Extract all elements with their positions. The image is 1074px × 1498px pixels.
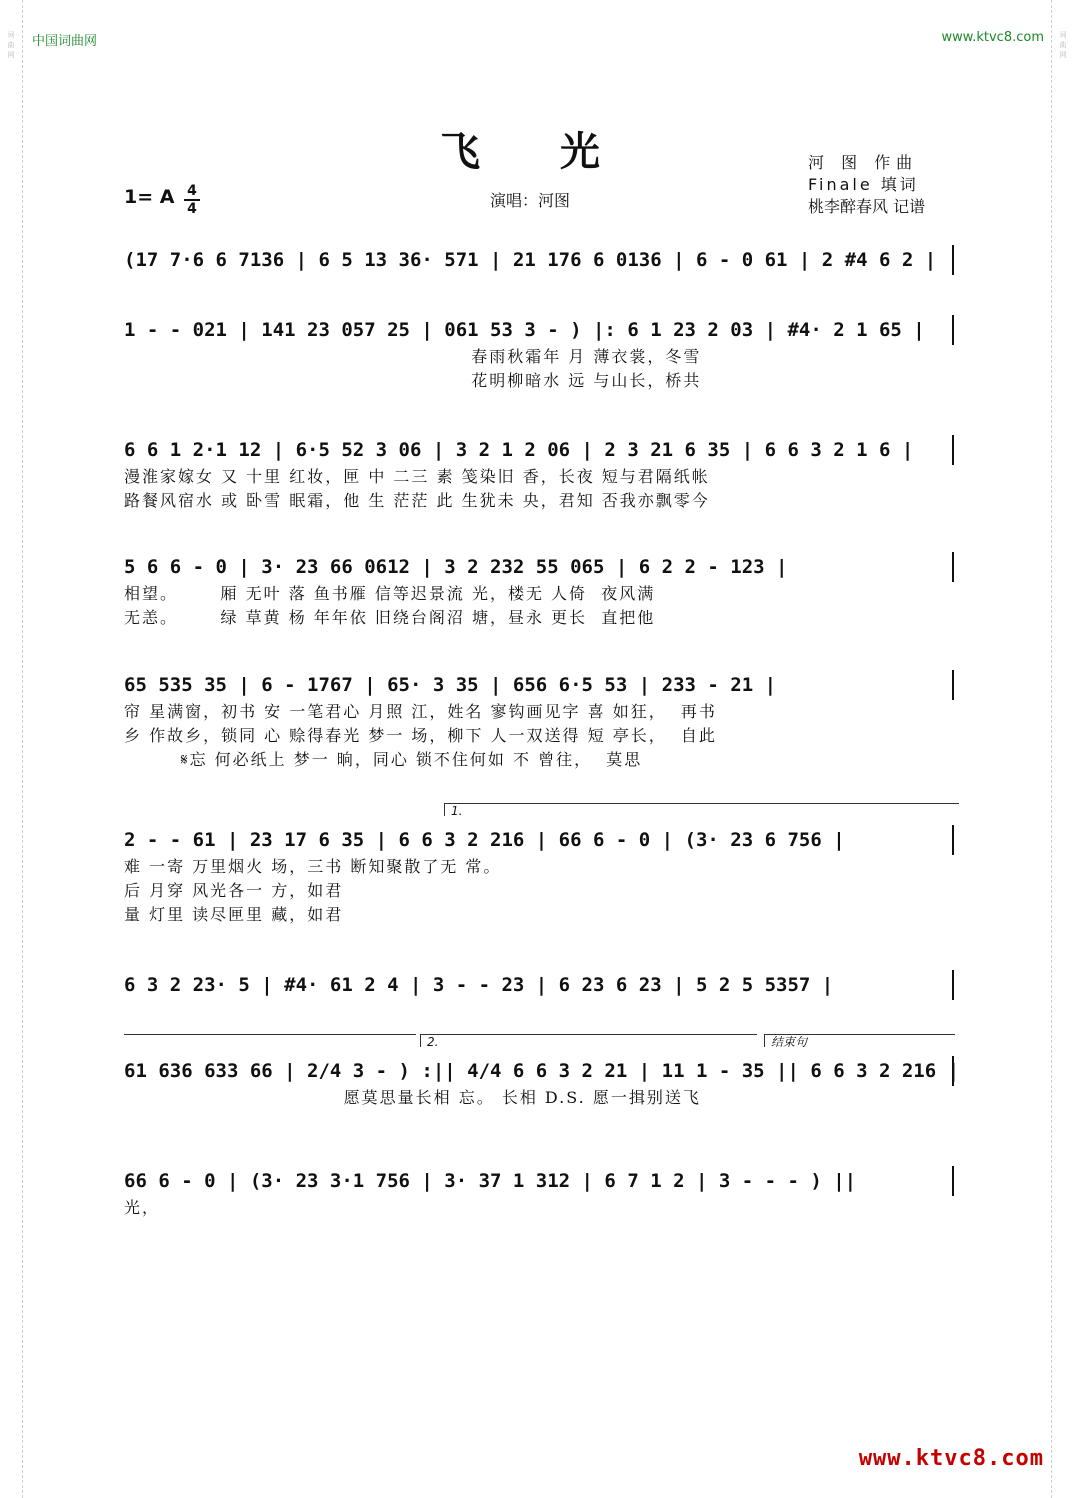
notation-line: (17 7·6 6 7136 | 6 5 13 36· 571 | 21 176 6 0136 | 6 - 0 61 | 2 #4 6 2 | xyxy=(124,245,954,275)
singer: 演唱：河图 xyxy=(490,191,571,210)
notation-line: 66 6 - 0 | (3· 23 3·1 756 | 3· 37 1 312 | 6 7 1 2 | 3 - - - ) || xyxy=(124,1166,954,1196)
lyric-line: 帘 星满窗，初书 安 一笔君心 月照 江，姓名 寥钩画见字 喜 如狂， 再书 xyxy=(124,702,717,721)
site-url[interactable]: www.ktvc8.com xyxy=(941,30,1044,45)
lyric-line: 花明柳暗水 远 与山长，桥共 xyxy=(124,371,702,390)
lyric-line: 无恙。 绿 草黄 杨 年年依 旧绕台阁沼 塘，昼永 更长 直把他 xyxy=(124,608,656,627)
lyric-line: 愿莫思量长相 忘。 长相 D.S. 愿一揖别送飞 xyxy=(124,1088,701,1107)
lyric-line: 春雨秋霜年 月 薄衣裳，冬雪 xyxy=(124,347,702,366)
notation-line: 2 - - 61 | 23 17 6 35 | 6 6 3 2 216 | 66 6 - 0 | (3· 23 6 756 | xyxy=(124,825,954,855)
score-system-1 xyxy=(124,245,954,275)
lyric-line: 后 月穿 风光各一 方，如君 xyxy=(124,881,344,900)
score-system-2 xyxy=(124,315,954,393)
notation-line: 5 6 6 - 0 | 3· 23 66 0612 | 3 2 232 55 065 | 6 2 2 - 123 | xyxy=(124,552,954,582)
left-watermark-strip xyxy=(0,0,23,1498)
score-system-7 xyxy=(124,970,954,1000)
notation-line: 6 3 2 23· 5 | #4· 61 2 4 | 3 - - 23 | 6 23 6 23 | 5 2 5 5357 | xyxy=(124,970,954,1000)
key-signature: 1= A xyxy=(124,186,175,208)
score-system-4 xyxy=(124,552,954,630)
composer-credit: 河 图 作曲 xyxy=(808,153,919,172)
time-signature-top: 4 xyxy=(187,183,197,199)
lyric-line: 漫淮家嫁女 又 十里 红妆，匣 中 二三 素 笺染旧 香，长夜 短与君隔纸帐 xyxy=(124,467,710,486)
credits xyxy=(808,152,925,218)
lyric-line: 路餐风宿水 或 卧雪 眠霜，他 生 茫茫 此 生犹未 央，君知 否我亦飘零今 xyxy=(124,491,710,510)
notation-line: 1 - - 021 | 141 23 057 25 | 061 53 3 - ) |: 6 1 23 2 03 | #4· 2 1 65 | xyxy=(124,315,954,345)
score-system-9 xyxy=(124,1166,954,1220)
site-name[interactable]: 中国词曲网 xyxy=(32,34,98,49)
lyric-line: 光， xyxy=(124,1198,161,1217)
lyric-line: 难 一寄 万里烟火 场，三书 断知聚散了无 常。 xyxy=(124,857,502,876)
first-ending-bracket: 1. xyxy=(444,803,959,816)
song-title: 飞光 xyxy=(440,128,680,175)
second-ending-bracket: 2. xyxy=(420,1034,757,1047)
score-system-3 xyxy=(124,435,954,513)
lyric-line: 相望。 厢 无叶 落 鱼书雁 信等迟景流 光，楼无 人倚 夜风满 xyxy=(124,584,656,603)
right-watermark-strip xyxy=(1051,0,1074,1498)
watermark-text: 词 曲 网 xyxy=(7,31,15,59)
time-signature-bottom: 4 xyxy=(187,201,197,217)
score-system-5 xyxy=(124,670,954,772)
coda-bracket: 结束句 xyxy=(764,1034,955,1047)
lyric-line: 量 灯里 读尽匣里 藏，如君 xyxy=(124,905,344,924)
lyric-line: 𝄋忘 何必纸上 梦一 晌，同心 锁不住何如 不 曾往， 莫思 xyxy=(124,750,643,769)
score-system-8 xyxy=(124,1035,960,1110)
notation-line: 6 6 1 2·1 12 | 6·5 52 3 06 | 3 2 1 2 06 | 2 3 21 6 35 | 6 6 3 2 1 6 | xyxy=(124,435,954,465)
notation-line: 61 636 633 66 | 2/4 3 - ) :|| 4/4 6 6 3 2 21 | 11 1 - 35 || 6 6 3 2 216 | xyxy=(124,1056,954,1086)
time-signature xyxy=(184,184,200,216)
lyricist-credit: Finale 填词 xyxy=(808,175,919,194)
transcriber-credit: 桃李醉春风 记谱 xyxy=(808,197,926,216)
score-system-6 xyxy=(124,804,954,927)
lyric-line: 乡 作故乡，锁同 心 赊得春光 梦一 场，柳下 人一双送得 短 亭长， 自此 xyxy=(124,726,717,745)
notation-line: 65 535 35 | 6 - 1767 | 65· 3 35 | 656 6·5 53 | 233 - 21 | xyxy=(124,670,954,700)
first-ending-continuation xyxy=(124,1034,416,1047)
watermark-text: 词 曲 网 xyxy=(1059,31,1067,59)
site-url-footer[interactable]: www.ktvc8.com xyxy=(858,1446,1044,1471)
